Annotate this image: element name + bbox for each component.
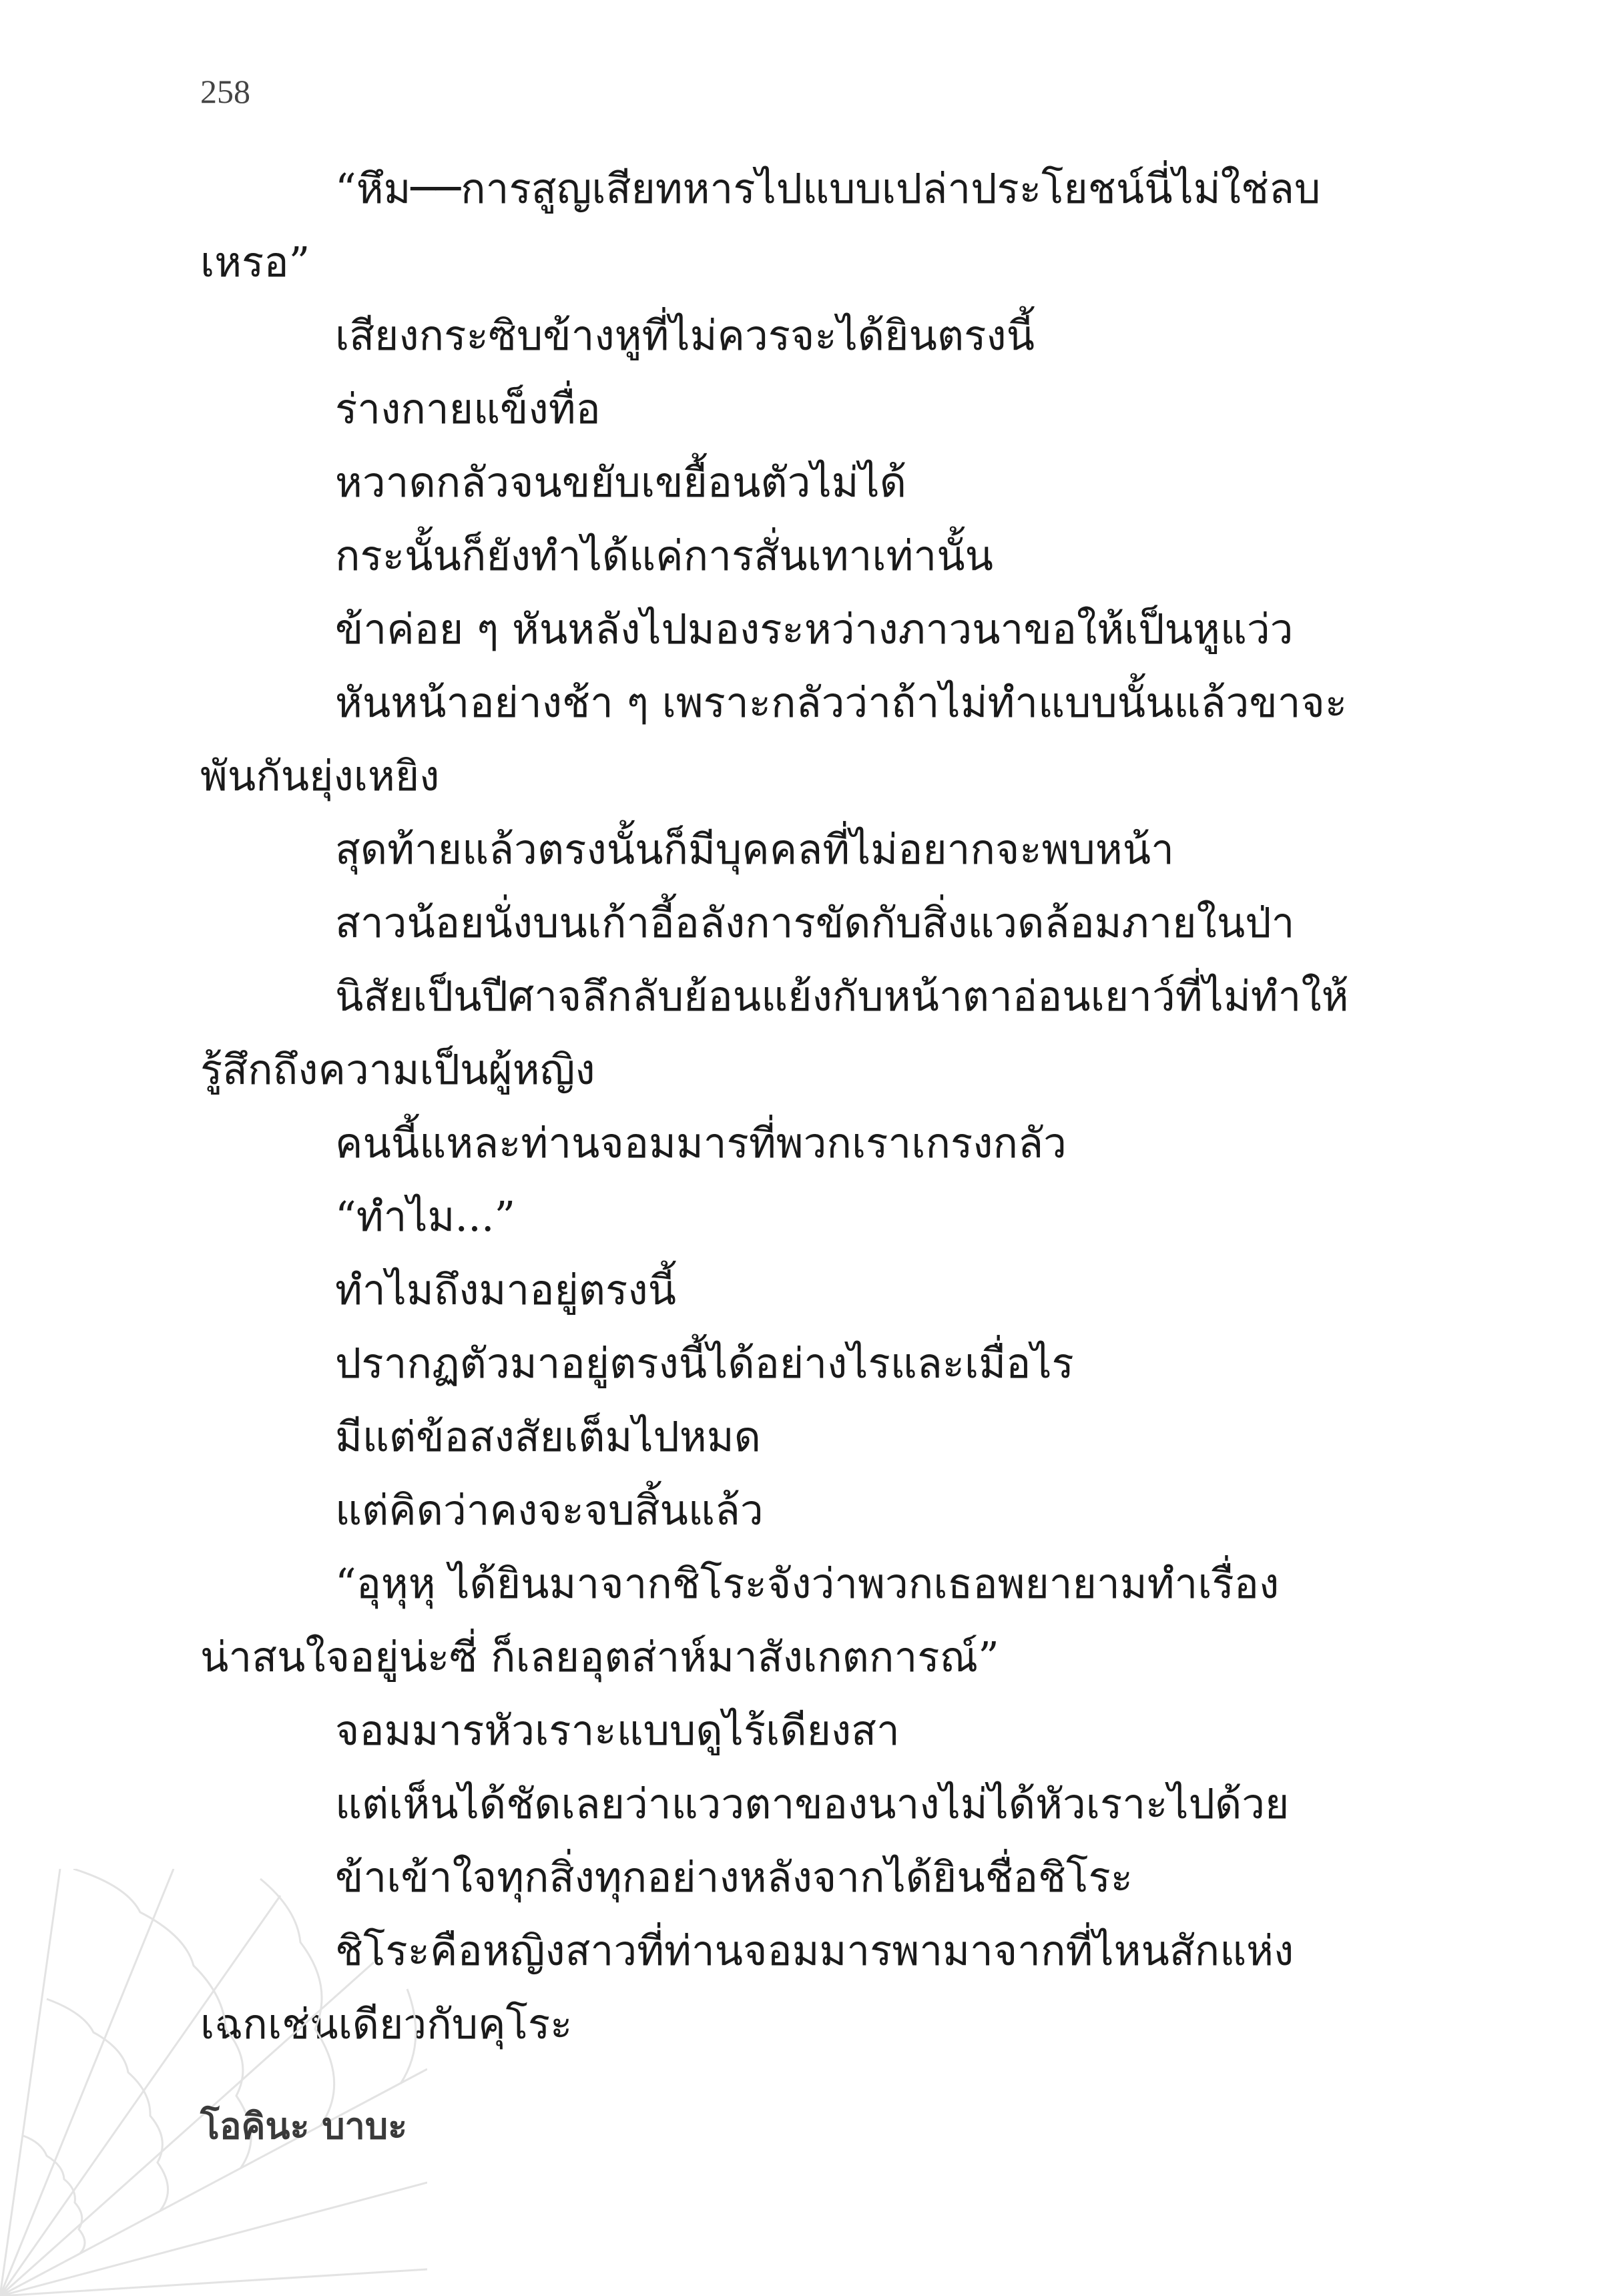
text-line: ข้าค่อย ๆ หันหลังไปมองระหว่างภาวนาขอให้เป็นหูแว่ว bbox=[335, 605, 1294, 653]
text-line: สาวน้อยนั่งบนเก้าอี้อลังการขัดกับสิ่งแวดล้อมภายในป่า bbox=[335, 898, 1295, 947]
text-line: เสียงกระซิบข้างหูที่ไม่ควรจะได้ยินตรงนี้ bbox=[335, 311, 1035, 360]
text-line: กระนั้นก็ยังทำได้แค่การสั่นเทาเท่านั้น bbox=[335, 531, 994, 580]
text-line: เฉกเช่นเดียวกับคุโระ bbox=[200, 2000, 573, 2048]
text-line: สุดท้ายแล้วตรงนั้นก็มีบุคคลที่ไม่อยากจะพบหน้า bbox=[335, 825, 1174, 874]
text-line: แต่เห็นได้ชัดเลยว่าแววตาของนางไม่ได้หัวเราะไปด้วย bbox=[335, 1779, 1290, 1828]
text-line: มีแต่ข้อสงสัยเต็มไปหมด bbox=[335, 1412, 761, 1461]
text-line: หันหน้าอย่างช้า ๆ เพราะกลัวว่าถ้าไม่ทำแบบนั้นแล้วขาจะ bbox=[335, 678, 1348, 727]
text-line: ปรากฏตัวมาอยู่ตรงนี้ได้อย่างไรและเมื่อไร bbox=[335, 1339, 1074, 1388]
text-line: “อุหุหุ ได้ยินมาจากชิโระจังว่าพวกเธอพยายามทำเรื่อง bbox=[335, 1559, 1280, 1608]
text-line: หวาดกลัวจนขยับเขยื้อนตัวไม่ได้ bbox=[335, 458, 906, 507]
page-number: 258 bbox=[200, 73, 250, 110]
text-line: เหรอ” bbox=[200, 238, 310, 286]
text-line: แต่คิดว่าคงจะจบสิ้นแล้ว bbox=[335, 1486, 764, 1534]
text-line: ร่างกายแข็งทื่อ bbox=[335, 384, 601, 433]
text-line: รู้สึกถึงความเป็นผู้หญิง bbox=[200, 1045, 595, 1094]
text-line: จอมมารหัวเราะแบบดูไร้เดียงสา bbox=[335, 1706, 900, 1755]
spider-web-icon bbox=[0, 1869, 427, 2296]
text-line: น่าสนใจอยู่น่ะซี่ ก็เลยอุตส่าห์มาสังเกตการณ์” bbox=[200, 1633, 999, 1681]
text-line: พันกันยุ่งเหยิง bbox=[200, 752, 440, 800]
text-line: นิสัยเป็นปีศาจลึกลับย้อนแย้งกับหน้าตาอ่อนเยาว์ที่ไม่ทำให้ bbox=[335, 972, 1349, 1021]
text-line: ทำไมถึงมาอยู่ตรงนี้ bbox=[335, 1265, 677, 1314]
text-line: “หึม──การสูญเสียทหารไปแบบเปล่าประโยชน์นี่ไม่ใช่ลบ bbox=[335, 164, 1321, 213]
text-line: ข้าเข้าใจทุกสิ่งทุกอย่างหลังจากได้ยินชื่อชิโระ bbox=[335, 1853, 1133, 1902]
text-line: คนนี้แหละท่านจอมมารที่พวกเราเกรงกลัว bbox=[335, 1119, 1067, 1167]
text-line: “ทำไม...” bbox=[335, 1192, 516, 1241]
body-text bbox=[200, 152, 1408, 2061]
footer-title: โอคินะ บาบะ bbox=[200, 2105, 408, 2147]
text-line: ชิโระคือหญิงสาวที่ท่านจอมมารพามาจากที่ไหนสักแห่ง bbox=[335, 1926, 1294, 1975]
